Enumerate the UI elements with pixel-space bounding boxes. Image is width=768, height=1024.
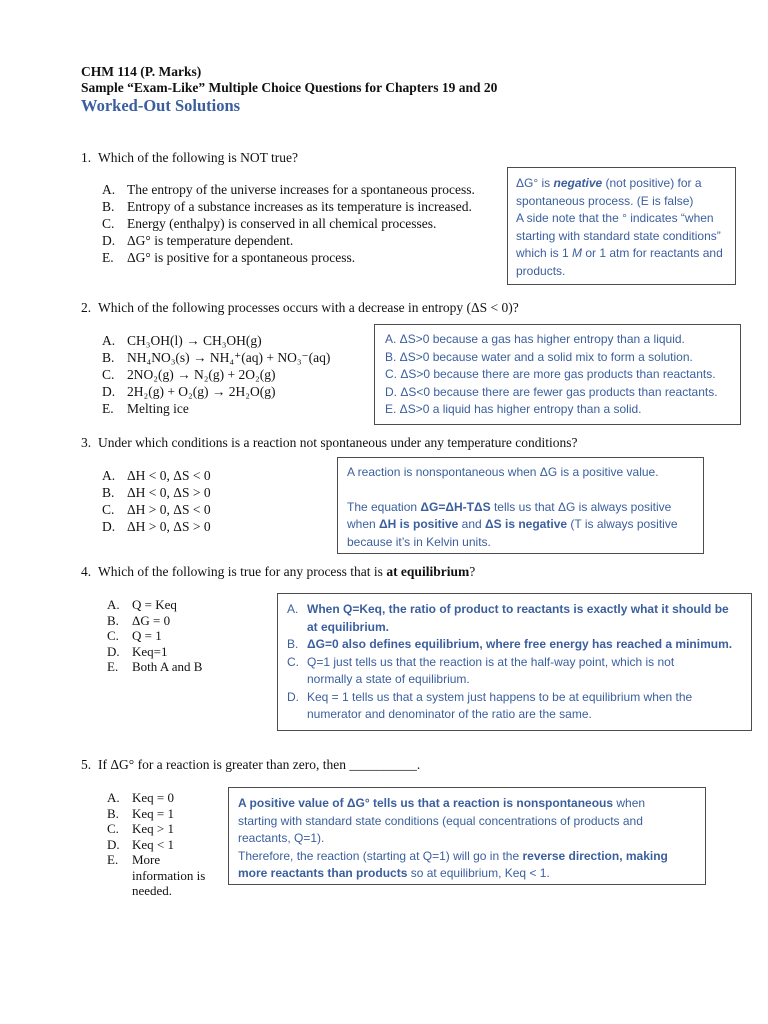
document-title: Sample “Exam-Like” Multiple Choice Questions for Chapters 19 and 20 — [81, 80, 498, 95]
q1-solution-box: ΔG° is negative (not positive) for a spontaneous process. (E is false) A side note that the ° indicates “when starting with standard state conditions” which is 1 M or 1 atm for reactants and products. — [507, 167, 736, 285]
question-number: 5. — [81, 757, 92, 772]
q5-options — [107, 790, 205, 899]
q4-options — [107, 597, 202, 675]
question-1 — [81, 150, 298, 166]
q5-solution-box: A positive value of ΔG° tells us that a reaction is nonspontaneous when starting with standard state conditions (equal concentrations of products and reactants, Q=1). Therefore, the reaction (starting at Q=1) will go in the reverse direction, making more reactants than products so at equilibrium, Keq < 1. — [228, 787, 706, 885]
q2-options — [102, 332, 330, 417]
option: D. 2H₂(g) + O₂(g) → 2H₂O(g) — [102, 384, 276, 399]
option: E. Melting ice — [102, 401, 189, 416]
question-2 — [81, 300, 519, 316]
option: A. The entropy of the universe increases for a spontaneous process. — [102, 182, 475, 197]
option: B. Entropy of a substance increases as its temperature is increased. — [102, 199, 472, 214]
option: B. NH₄NO₃(s) → NH₄⁺(aq) + NO₃⁻(aq) — [102, 350, 331, 365]
option: C. Q = 1 — [107, 628, 162, 643]
option-continuation: information is — [132, 867, 206, 883]
q1-options — [102, 181, 475, 266]
question-number: 4. — [81, 564, 92, 579]
option: D. ΔH > 0, ΔS > 0 — [102, 519, 211, 534]
option: E. More — [107, 852, 161, 867]
question-5 — [81, 757, 420, 773]
option: B. ΔG = 0 — [107, 612, 171, 628]
question-emphasis: at equilibrium — [386, 564, 470, 579]
q3-solution-box: A reaction is nonspontaneous when ΔG is a positive value. The equation ΔG=ΔH-TΔS tells us that ΔG is always positive when ΔH is positive and ΔS is negative (T is always positive because it’s in Kelvin units. — [337, 457, 704, 554]
option: B. ΔH < 0, ΔS > 0 — [102, 485, 211, 500]
course-title: CHM 114 (P. Marks) — [81, 64, 202, 79]
option: B. Keq = 1 — [107, 805, 174, 821]
option: C. Energy (enthalpy) is conserved in all chemical processes. — [102, 216, 437, 231]
option: C. ΔH > 0, ΔS < 0 — [102, 502, 211, 517]
option: A. Q = Keq — [107, 597, 177, 612]
option: A. ΔH < 0, ΔS < 0 — [102, 468, 211, 483]
option: A. Keq = 0 — [107, 790, 174, 805]
question-text: Which of the following is true for any process that is — [98, 564, 387, 579]
question-text: Which of the following is NOT true? — [98, 150, 298, 165]
question-4: 4. Which of the following is true for any process that is at equilibrium? — [81, 564, 476, 579]
option: E. ΔG° is positive for a spontaneous process. — [102, 250, 356, 265]
q3-options — [102, 467, 211, 535]
page-subtitle: Worked-Out Solutions — [81, 96, 241, 115]
option: A. CH₃OH(l) → CH₃OH(g) — [102, 333, 262, 348]
question-number: 2. — [81, 300, 92, 315]
option: C. 2NO₂(g) → N₂(g) + 2O₂(g) — [102, 367, 276, 382]
q4-solution-box: A. When Q=Keq, the ratio of product to reactants is exactly what it should be at equilibrium. B. ΔG=0 also defines equilibrium, where free energy has reached a minimum. C. Q=1 just tells us that the reaction is at the half-way point, which is not normally a state of equilibrium. D. Keq = 1 tells us that a system just happens to be at equilibrium when the numerator and denominator of the ratio are the same. — [277, 593, 752, 731]
question-text: Under which conditions is a reaction not spontaneous under any temperature conditions? — [98, 435, 578, 450]
option: D. Keq=1 — [107, 643, 168, 659]
question-3 — [81, 435, 578, 451]
option-continuation: needed. — [132, 883, 173, 898]
option: C. Keq > 1 — [107, 821, 174, 836]
question-text: Which of the following processes occurs with a decrease in entropy (ΔS < 0)? — [98, 300, 519, 315]
option: D. ΔG° is temperature dependent. — [102, 233, 294, 248]
question-text: If ΔG° for a reaction is greater than zero, then __________. — [98, 757, 421, 772]
q2-solution-box: A. ΔS>0 because a gas has higher entropy than a liquid. B. ΔS>0 because water and a solid mix to form a solution. C. ΔS>0 because there are more gas products than reactants. D. ΔS<0 because there are fewer gas products than reactants. E. ΔS>0 a liquid has higher entropy than a solid. — [374, 324, 741, 425]
question-number: 1. — [81, 150, 92, 165]
option: E. Both A and B — [107, 659, 203, 674]
option: D. Keq < 1 — [107, 836, 174, 852]
question-number: 3. — [81, 435, 92, 450]
